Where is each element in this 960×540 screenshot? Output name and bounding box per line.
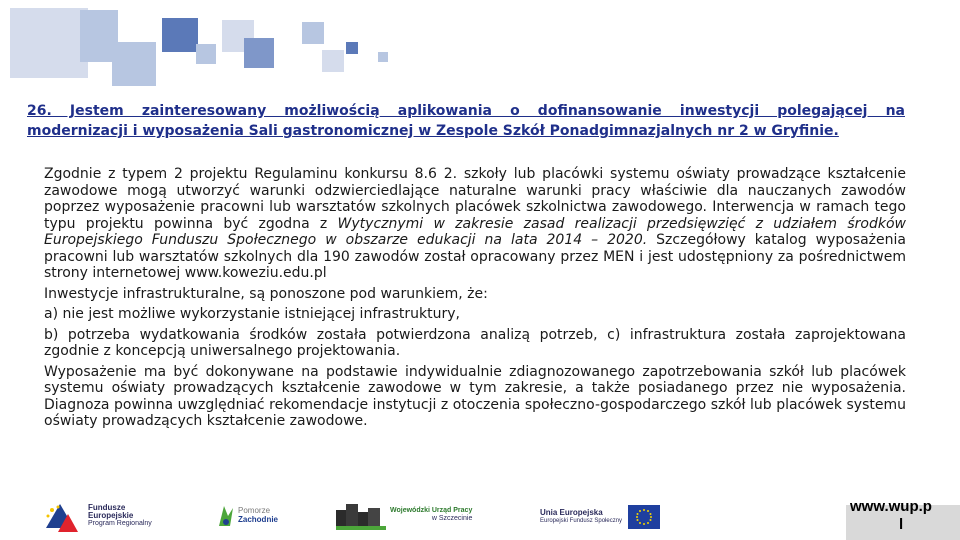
paragraph-type2 bbox=[44, 166, 906, 282]
decor-square bbox=[112, 42, 156, 86]
wup-line1: Wojewódzki Urząd Pracy bbox=[390, 507, 473, 514]
pomorze-zachodnie-logo bbox=[216, 502, 278, 528]
website-link[interactable]: www.wup.p bbox=[850, 498, 932, 515]
wup-line2: w Szczecinie bbox=[431, 515, 473, 522]
fe-line2: Europejskie bbox=[88, 511, 134, 520]
decor-square bbox=[346, 42, 358, 54]
paragraph-text: Zgodnie z typem 2 projektu Regulaminu konkursu 8.6 2. szkoły lub placówki systemu oświaty prowadzące kształcenie zawodowe mogą utworzyć warunki odzwierciedlające naturalne warunki pracy właściwie dla nauczanych zawodów poprzez wyposażenie pracowni lub warsztatów szkolnych placówek szkolnictwa zawodowego. Interwencja w ramach tego typu projektu powinna być zgodna z bbox=[44, 166, 906, 232]
title-line: modernizacji i wyposażenia Sali gastronomicznej w Zespole Szkół Ponadgimnazjalnych nr 2 w Gryfinie. bbox=[27, 123, 839, 139]
unia-europejska-logo bbox=[540, 505, 660, 529]
ue-logo-text bbox=[540, 509, 622, 525]
pomorze-line2: Zachodnie bbox=[238, 515, 279, 524]
pomorze-line1: Pomorze bbox=[238, 506, 271, 515]
fundusze-europejskie-logo bbox=[40, 498, 152, 534]
fe-line1: Fundusze bbox=[88, 503, 126, 512]
wup-buildings-icon bbox=[336, 500, 386, 530]
decor-square bbox=[378, 52, 388, 62]
pomorze-icon bbox=[216, 502, 236, 528]
condition-a: a) nie jest możliwe wykorzystanie istniejącej infrastruktury, bbox=[44, 306, 460, 322]
paragraph-conditions: Inwestycje infrastrukturalne, są ponoszone pod warunkiem, że: bbox=[44, 285, 488, 302]
fe-star-icon bbox=[40, 498, 84, 534]
decor-square bbox=[322, 50, 344, 72]
ue-line2: Europejski Fundusz Społeczny bbox=[540, 518, 623, 524]
paragraph-text: Szczegółowy katalog wyposażenia pracowni lub warsztatów szkolnych dla 190 zawodów został opracowany przez MEN i jest udostępniony za pośrednictwem strony internetowej www.koweziu.edu.pl bbox=[44, 232, 906, 281]
answer-body bbox=[44, 166, 906, 430]
website-link-continued[interactable]: l bbox=[899, 516, 904, 533]
wup-logo-text bbox=[390, 507, 472, 523]
paragraph-equipment: Wyposażenie ma być dokonywane na podstawie indywidualnie zdiagnozowanego zapotrzebowania szkół lub placówek systemu oświaty prowadzących kształcenie zawodowe w tym zakresie, a także posiadanego przez nie wyposażenia. Diagnoza powinna uwzględniać rekomendacje instytucji z otoczenia społeczno-gospodarczego szkół lub placówek systemu oświaty prowadzących kształcenie zawodowe. bbox=[44, 363, 906, 429]
decor-square bbox=[196, 44, 216, 64]
decor-square bbox=[244, 38, 274, 68]
decor-square bbox=[10, 8, 88, 78]
pomorze-logo-text bbox=[238, 506, 278, 524]
title-line: 26. Jestem zainteresowany możliwością aplikowania o dofinansowanie inwestycji polegającej na bbox=[27, 103, 905, 119]
fe-line3: Program Regionalny bbox=[88, 520, 152, 527]
question-title bbox=[27, 101, 905, 141]
decor-square bbox=[302, 22, 324, 44]
wup-szczecin-logo bbox=[336, 500, 472, 530]
ue-line1: Unia Europejska bbox=[540, 508, 603, 517]
decor-square bbox=[162, 18, 198, 52]
guidelines-reference: Wytycznymi w zakresie zasad realizacji przedsięwzięć z udziałem środków Europejskiego Funduszu Społecznego w obszarze edukacji na lata 2014 – 2020. bbox=[44, 215, 906, 248]
fe-logo-text bbox=[88, 504, 152, 528]
eu-flag-icon bbox=[628, 505, 660, 529]
condition-b-c: b) potrzeba wydatkowania środków została potwierdzona analizą potrzeb, c) infrastruktura została zaprojektowana zgodnie z koncepcją uniwersalnego projektowania. bbox=[44, 326, 906, 359]
